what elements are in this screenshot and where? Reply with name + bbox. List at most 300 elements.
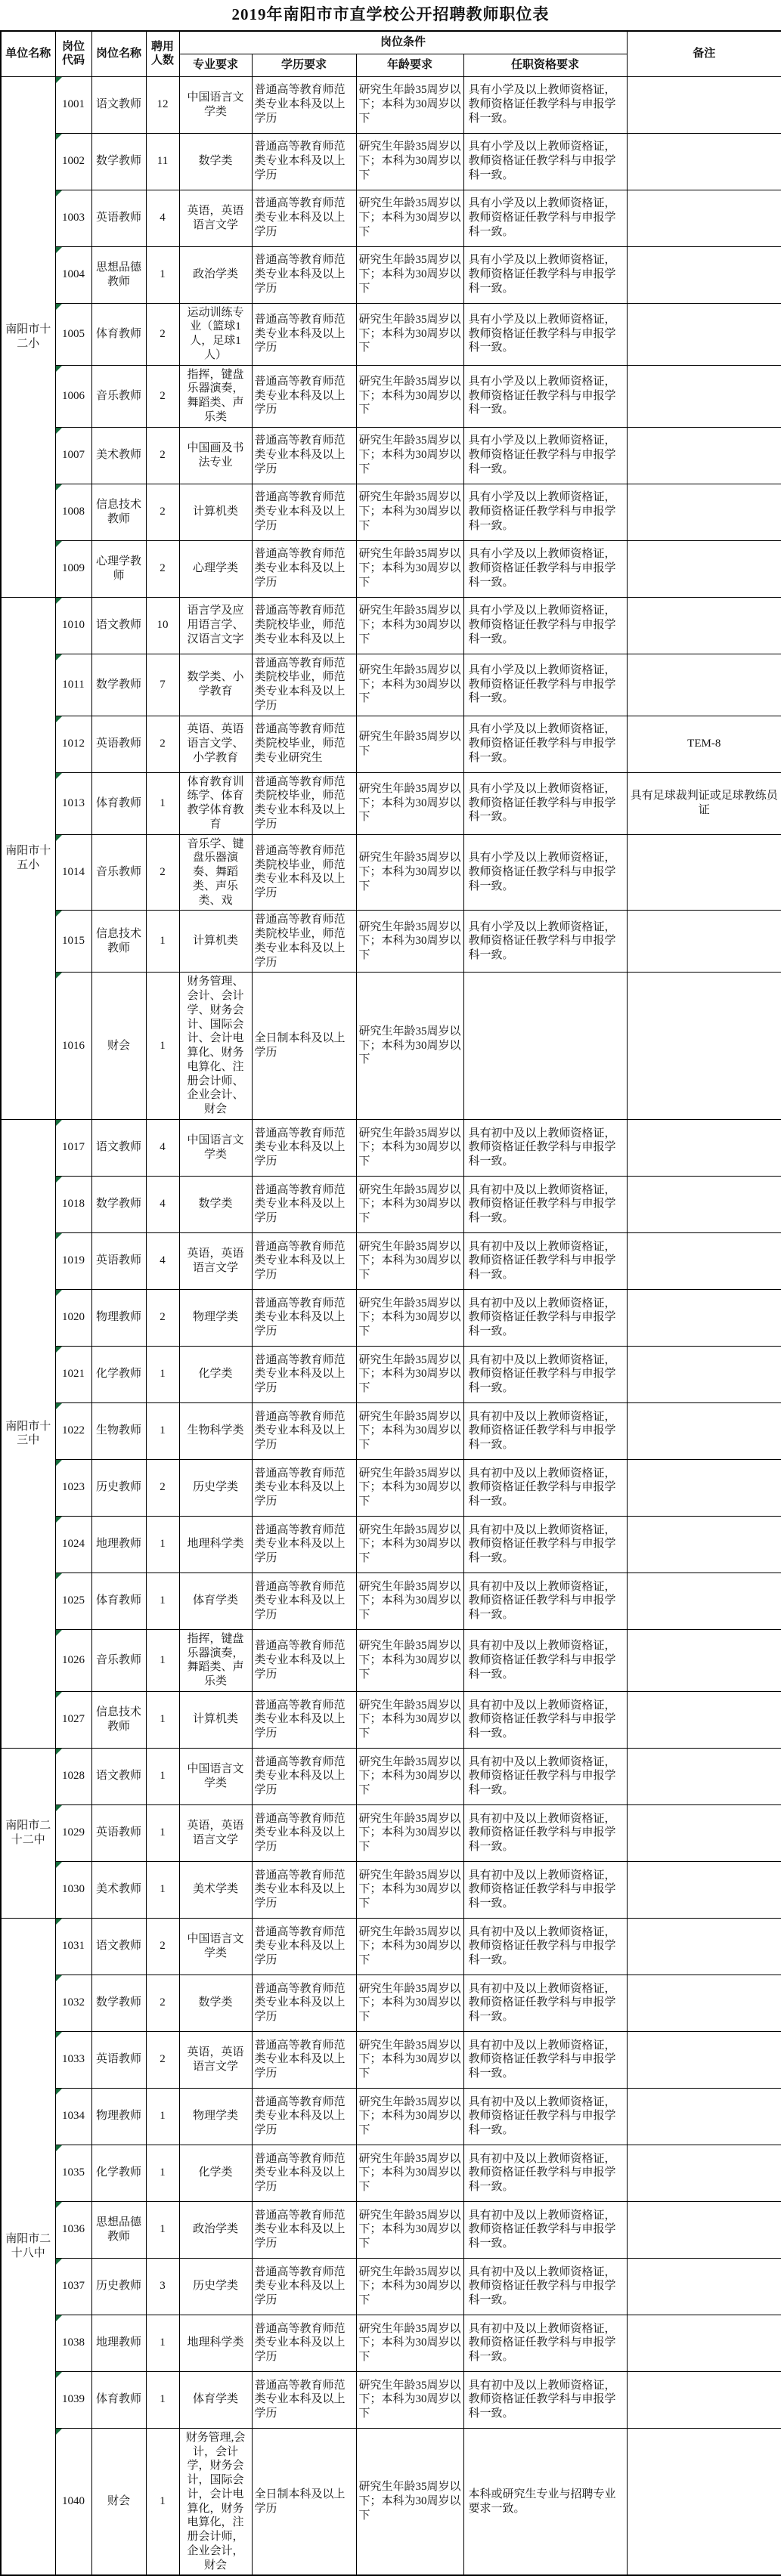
code-cell: 1015 <box>55 911 91 973</box>
qualification-cell: 具有小学及以上教师资格证，教师资格证任教学科与申报学科一致。 <box>463 654 627 716</box>
major-cell: 地理科学类 <box>179 1516 252 1573</box>
age-cell: 研究生年龄35周岁以下；本科为30周岁以下 <box>356 1748 463 1804</box>
remark-cell <box>627 2031 781 2088</box>
qualification-cell: 具有小学及以上教师资格证，教师资格证任教学科与申报学科一致。 <box>463 303 627 365</box>
age-cell: 研究生年龄35周岁以下；本科为30周岁以下 <box>356 1516 463 1573</box>
qualification-cell: 具有初中及以上教师资格证，教师资格证任教学科与申报学科一致。 <box>463 1691 627 1748</box>
table-row <box>1 973 781 1120</box>
major-cell: 生物科学类 <box>179 1402 252 1459</box>
table-row <box>1 2428 781 2575</box>
qualification-cell: 具有初中及以上教师资格证，教师资格证任教学科与申报学科一致。 <box>463 1119 627 1176</box>
position-cell: 生物教师 <box>91 1402 146 1459</box>
code-cell: 1017 <box>55 1119 91 1176</box>
position-cell: 英语教师 <box>91 1804 146 1861</box>
table-row <box>1 1629 781 1691</box>
page-title: 2019年南阳市市直学校公开招聘教师职位表 <box>231 5 550 23</box>
education-cell: 普通高等教育师范类专业本科及以上学历 <box>252 1861 356 1918</box>
major-cell: 化学类 <box>179 1346 252 1402</box>
table-row <box>1 2371 781 2428</box>
table-row <box>1 1459 781 1516</box>
count-cell: 2 <box>146 540 179 597</box>
age-cell: 研究生年龄35周岁以下；本科为30周岁以下 <box>356 1232 463 1289</box>
major-cell: 指挥，键盘乐器演奏，舞蹈类、声乐类 <box>179 365 252 427</box>
qualification-cell: 具有初中及以上教师资格证，教师资格证任教学科与申报学科一致。 <box>463 2031 627 2088</box>
position-cell: 历史教师 <box>91 1459 146 1516</box>
table-row <box>1 540 781 597</box>
remark-cell <box>627 2315 781 2371</box>
code-cell: 1028 <box>55 1748 91 1804</box>
education-cell: 普通高等教育师范类专业本科及以上学历 <box>252 1176 356 1232</box>
code-cell: 1001 <box>55 76 91 133</box>
major-cell: 中国语言文学类 <box>179 1918 252 1975</box>
remark-cell <box>627 2371 781 2428</box>
position-cell: 英语教师 <box>91 190 146 246</box>
age-cell: 研究生年龄35周岁以下；本科为30周岁以下 <box>356 2145 463 2201</box>
count-cell: 1 <box>146 2315 179 2371</box>
age-cell: 研究生年龄35周岁以下；本科为30周岁以下 <box>356 2315 463 2371</box>
major-cell: 财务管理,会计，会计学，财务会计，国际会计，会计电算化，财务电算化，注册会计师，企业会计，财会 <box>179 2428 252 2575</box>
code-cell: 1034 <box>55 2088 91 2145</box>
table-row <box>1 1289 781 1346</box>
major-cell: 中国画及书法专业 <box>179 427 252 484</box>
education-cell: 普通高等教育师范类专业本科及以上学历 <box>252 1346 356 1402</box>
education-cell: 普通高等教育师范类专业本科及以上学历 <box>252 1629 356 1691</box>
age-cell: 研究生年龄35周岁以下；本科为30周岁以下 <box>356 1804 463 1861</box>
major-cell: 计算机类 <box>179 911 252 973</box>
code-cell: 1018 <box>55 1176 91 1232</box>
code-cell: 1037 <box>55 2258 91 2315</box>
education-cell: 普通高等教育师范类专业本科及以上学历 <box>252 2315 356 2371</box>
age-cell: 研究生年龄35周岁以下；本科为30周岁以下 <box>356 76 463 133</box>
code-cell: 1013 <box>55 772 91 834</box>
major-cell: 计算机类 <box>179 484 252 540</box>
education-cell: 普通高等教育师范类专业本科及以上学历 <box>252 190 356 246</box>
count-cell: 1 <box>146 911 179 973</box>
qualification-cell: 具有初中及以上教师资格证，教师资格证任教学科与申报学科一致。 <box>463 1176 627 1232</box>
code-cell: 1009 <box>55 540 91 597</box>
major-cell: 数学类 <box>179 133 252 190</box>
qualification-cell: 具有小学及以上教师资格证，教师资格证任教学科与申报学科一致。 <box>463 716 627 772</box>
count-cell: 1 <box>146 246 179 303</box>
position-cell: 地理教师 <box>91 1516 146 1573</box>
remark-cell <box>627 427 781 484</box>
position-cell: 体育教师 <box>91 1573 146 1629</box>
count-cell: 2 <box>146 716 179 772</box>
remark-cell <box>627 973 781 1120</box>
position-cell: 音乐教师 <box>91 365 146 427</box>
position-cell: 语文教师 <box>91 76 146 133</box>
count-cell: 1 <box>146 2145 179 2201</box>
code-cell: 1003 <box>55 190 91 246</box>
code-cell: 1021 <box>55 1346 91 1402</box>
qualification-cell: 具有初中及以上教师资格证，教师资格证任教学科与申报学科一致。 <box>463 2145 627 2201</box>
qualification-cell: 具有初中及以上教师资格证，教师资格证任教学科与申报学科一致。 <box>463 2371 627 2428</box>
remark-cell <box>627 1346 781 1402</box>
remark-cell <box>627 1629 781 1691</box>
unit-cell: 南阳市十五小 <box>1 597 55 1119</box>
code-cell: 1016 <box>55 973 91 1120</box>
age-cell: 研究生年龄35周岁以下；本科为30周岁以下 <box>356 1119 463 1176</box>
header-conditions: 岗位条件 <box>179 31 627 54</box>
count-cell: 1 <box>146 1804 179 1861</box>
count-cell: 2 <box>146 2031 179 2088</box>
code-cell: 1031 <box>55 1918 91 1975</box>
age-cell: 研究生年龄35周岁以下；本科为30周岁以下 <box>356 597 463 654</box>
count-cell: 4 <box>146 1232 179 1289</box>
major-cell: 英语，英语语言文学 <box>179 1232 252 1289</box>
code-cell: 1040 <box>55 2428 91 2575</box>
age-cell: 研究生年龄35周岁以下；本科为30周岁以下 <box>356 1573 463 1629</box>
age-cell: 研究生年龄35周岁以下；本科为30周岁以下 <box>356 133 463 190</box>
remark-cell <box>627 1459 781 1516</box>
remark-cell <box>627 246 781 303</box>
table-row <box>1 834 781 911</box>
major-cell: 英语、英语语言文学、小学教育 <box>179 716 252 772</box>
remark-cell <box>627 1232 781 1289</box>
count-cell: 1 <box>146 2428 179 2575</box>
code-cell: 1010 <box>55 597 91 654</box>
count-cell: 10 <box>146 597 179 654</box>
age-cell: 研究生年龄35周岁以下；本科为30周岁以下 <box>356 1918 463 1975</box>
table-row <box>1 2258 781 2315</box>
count-cell: 1 <box>146 2088 179 2145</box>
education-cell: 普通高等教育师范类专业本科及以上学历 <box>252 1516 356 1573</box>
remark-cell <box>627 1119 781 1176</box>
remark-cell <box>627 133 781 190</box>
position-cell: 美术教师 <box>91 1861 146 1918</box>
code-cell: 1014 <box>55 834 91 911</box>
education-cell: 普通高等教育师范类院校毕业，师范类专业研究生 <box>252 716 356 772</box>
table-body <box>1 76 781 2575</box>
position-cell: 体育教师 <box>91 303 146 365</box>
table-row <box>1 484 781 540</box>
code-cell: 1033 <box>55 2031 91 2088</box>
age-cell: 研究生年龄35周岁以下 <box>356 716 463 772</box>
major-cell: 数学类 <box>179 1176 252 1232</box>
position-cell: 美术教师 <box>91 427 146 484</box>
position-cell: 语文教师 <box>91 1918 146 1975</box>
remark-cell <box>627 2201 781 2258</box>
position-cell: 语文教师 <box>91 1119 146 1176</box>
education-cell: 普通高等教育师范类专业本科及以上学历 <box>252 76 356 133</box>
major-cell: 音乐学、键盘乐器演奏、舞蹈类、声乐类、戏 <box>179 834 252 911</box>
position-cell: 体育教师 <box>91 772 146 834</box>
education-cell: 普通高等教育师范类专业本科及以上学历 <box>252 427 356 484</box>
remark-cell <box>627 1402 781 1459</box>
table-row <box>1 1119 781 1176</box>
position-cell: 数学教师 <box>91 654 146 716</box>
remark-cell <box>627 365 781 427</box>
qualification-cell: 具有初中及以上教师资格证，教师资格证任教学科与申报学科一致。 <box>463 1402 627 1459</box>
major-cell: 物理学类 <box>179 2088 252 2145</box>
qualification-cell: 具有小学及以上教师资格证，教师资格证任教学科与申报学科一致。 <box>463 911 627 973</box>
table-row <box>1 133 781 190</box>
age-cell: 研究生年龄35周岁以下；本科为30周岁以下 <box>356 654 463 716</box>
remark-cell <box>627 2258 781 2315</box>
position-cell: 信息技术教师 <box>91 911 146 973</box>
position-cell: 信息技术教师 <box>91 484 146 540</box>
table-row <box>1 246 781 303</box>
position-cell: 思想品德教师 <box>91 246 146 303</box>
table-row <box>1 654 781 716</box>
qualification-cell: 具有小学及以上教师资格证，教师资格证任教学科与申报学科一致。 <box>463 76 627 133</box>
education-cell: 普通高等教育师范类专业本科及以上学历 <box>252 1232 356 1289</box>
remark-cell <box>627 1804 781 1861</box>
unit-cell: 南阳市十二小 <box>1 76 55 597</box>
table-row <box>1 2088 781 2145</box>
count-cell: 1 <box>146 2201 179 2258</box>
age-cell: 研究生年龄35周岁以下；本科为30周岁以下 <box>356 484 463 540</box>
table-row <box>1 2145 781 2201</box>
qualification-cell: 具有初中及以上教师资格证，教师资格证任教学科与申报学科一致。 <box>463 2088 627 2145</box>
education-cell: 普通高等教育师范类专业本科及以上学历 <box>252 1918 356 1975</box>
remark-cell <box>627 1289 781 1346</box>
position-cell: 英语教师 <box>91 1232 146 1289</box>
age-cell: 研究生年龄35周岁以下；本科为30周岁以下 <box>356 303 463 365</box>
table-row <box>1 365 781 427</box>
position-cell: 思想品德教师 <box>91 2201 146 2258</box>
education-cell: 普通高等教育师范类专业本科及以上学历 <box>252 540 356 597</box>
count-cell: 2 <box>146 303 179 365</box>
position-cell: 数学教师 <box>91 1176 146 1232</box>
code-cell: 1035 <box>55 2145 91 2201</box>
table-row <box>1 1573 781 1629</box>
qualification-cell: 具有初中及以上教师资格证，教师资格证任教学科与申报学科一致。 <box>463 2315 627 2371</box>
major-cell: 体育学类 <box>179 1573 252 1629</box>
code-cell: 1036 <box>55 2201 91 2258</box>
age-cell: 研究生年龄35周岁以下；本科为30周岁以下 <box>356 1691 463 1748</box>
education-cell: 普通高等教育师范类专业本科及以上学历 <box>252 365 356 427</box>
table-row <box>1 1516 781 1573</box>
count-cell: 3 <box>146 2258 179 2315</box>
qualification-cell: 具有小学及以上教师资格证，教师资格证任教学科与申报学科一致。 <box>463 484 627 540</box>
table-row <box>1 1402 781 1459</box>
age-cell: 研究生年龄35周岁以下；本科为30周岁以下 <box>356 911 463 973</box>
remark-cell <box>627 1691 781 1748</box>
qualification-cell: 具有初中及以上教师资格证，教师资格证任教学科与申报学科一致。 <box>463 1748 627 1804</box>
header-remark: 备注 <box>627 31 781 76</box>
code-cell: 1032 <box>55 1975 91 2031</box>
unit-cell: 南阳市二十八中 <box>1 1918 55 2575</box>
age-cell: 研究生年龄35周岁以下；本科为30周岁以下 <box>356 2371 463 2428</box>
education-cell: 普通高等教育师范类专业本科及以上学历 <box>252 2258 356 2315</box>
qualification-cell: 具有小学及以上教师资格证，教师资格证任教学科与申报学科一致。 <box>463 540 627 597</box>
position-cell: 英语教师 <box>91 716 146 772</box>
count-cell: 1 <box>146 1861 179 1918</box>
age-cell: 研究生年龄35周岁以下；本科为30周岁以下 <box>356 1629 463 1691</box>
count-cell: 1 <box>146 2371 179 2428</box>
count-cell: 11 <box>146 133 179 190</box>
code-cell: 1039 <box>55 2371 91 2428</box>
position-cell: 信息技术教师 <box>91 1691 146 1748</box>
code-cell: 1024 <box>55 1516 91 1573</box>
age-cell: 研究生年龄35周岁以下；本科为30周岁以下 <box>356 2088 463 2145</box>
qualification-cell: 具有初中及以上教师资格证，教师资格证任教学科与申报学科一致。 <box>463 1289 627 1346</box>
position-cell: 语文教师 <box>91 597 146 654</box>
code-cell: 1020 <box>55 1289 91 1346</box>
code-cell: 1022 <box>55 1402 91 1459</box>
remark-cell <box>627 654 781 716</box>
table-row <box>1 1918 781 1975</box>
table-row <box>1 1232 781 1289</box>
table-row <box>1 1691 781 1748</box>
major-cell: 心理学类 <box>179 540 252 597</box>
qualification-cell: 具有小学及以上教师资格证，教师资格证任教学科与申报学科一致。 <box>463 834 627 911</box>
code-cell: 1026 <box>55 1629 91 1691</box>
remark-cell <box>627 2428 781 2575</box>
education-cell: 普通高等教育师范类专业本科及以上学历 <box>252 2371 356 2428</box>
table-row <box>1 716 781 772</box>
major-cell: 财务管理、会计、会计学、财务会计、国际会计、会计电算化、财务电算化、注册会计师、企业会计、财会 <box>179 973 252 1120</box>
remark-cell <box>627 1748 781 1804</box>
qualification-cell: 具有初中及以上教师资格证，教师资格证任教学科与申报学科一致。 <box>463 1861 627 1918</box>
remark-cell <box>627 1861 781 1918</box>
remark-cell <box>627 1516 781 1573</box>
code-cell: 1027 <box>55 1691 91 1748</box>
major-cell: 英语，英语语言文学 <box>179 190 252 246</box>
table-row <box>1 2201 781 2258</box>
table-row <box>1 911 781 973</box>
remark-cell <box>627 76 781 133</box>
age-cell: 研究生年龄35周岁以下；本科为30周岁以下 <box>356 2031 463 2088</box>
table-row <box>1 303 781 365</box>
remark-cell <box>627 2088 781 2145</box>
table-row <box>1 190 781 246</box>
position-cell: 音乐教师 <box>91 834 146 911</box>
count-cell: 1 <box>146 973 179 1120</box>
position-cell: 数学教师 <box>91 1975 146 2031</box>
header-qualification: 任职资格要求 <box>463 54 627 76</box>
count-cell: 1 <box>146 1629 179 1691</box>
education-cell: 普通高等教育师范类专业本科及以上学历 <box>252 303 356 365</box>
position-cell: 历史教师 <box>91 2258 146 2315</box>
major-cell: 地理科学类 <box>179 2315 252 2371</box>
age-cell: 研究生年龄35周岁以下；本科为30周岁以下 <box>356 834 463 911</box>
education-cell: 普通高等教育师范类专业本科及以上学历 <box>252 1691 356 1748</box>
education-cell: 普通高等教育师范类专业本科及以上学历 <box>252 1119 356 1176</box>
header-major: 专业要求 <box>179 54 252 76</box>
count-cell: 4 <box>146 190 179 246</box>
major-cell: 体育教育训练学、体育教学体育教育 <box>179 772 252 834</box>
code-cell: 1008 <box>55 484 91 540</box>
count-cell: 2 <box>146 834 179 911</box>
age-cell: 研究生年龄35周岁以下；本科为30周岁以下 <box>356 2258 463 2315</box>
count-cell: 1 <box>146 1346 179 1402</box>
education-cell: 普通高等教育师范类专业本科及以上学历 <box>252 246 356 303</box>
code-cell: 1023 <box>55 1459 91 1516</box>
count-cell: 2 <box>146 365 179 427</box>
education-cell: 普通高等教育师范类专业本科及以上学历 <box>252 133 356 190</box>
count-cell: 4 <box>146 1176 179 1232</box>
remark-cell <box>627 911 781 973</box>
qualification-cell: 具有初中及以上教师资格证，教师资格证任教学科与申报学科一致。 <box>463 1918 627 1975</box>
major-cell: 中国语言文学类 <box>179 1119 252 1176</box>
education-cell: 普通高等教育师范类院校毕业，师范类专业本科及以上学历 <box>252 772 356 834</box>
position-cell: 数学教师 <box>91 133 146 190</box>
header-code: 岗位代码 <box>55 31 91 76</box>
job-position-table <box>0 30 781 2576</box>
header-row-1 <box>1 31 781 54</box>
major-cell: 体育学类 <box>179 2371 252 2428</box>
remark-cell <box>627 1573 781 1629</box>
major-cell: 数学类 <box>179 1975 252 2031</box>
age-cell: 研究生年龄35周岁以下；本科为30周岁以下 <box>356 246 463 303</box>
major-cell: 数学类、小学教育 <box>179 654 252 716</box>
remark-cell <box>627 540 781 597</box>
table-row <box>1 76 781 133</box>
code-cell: 1030 <box>55 1861 91 1918</box>
code-cell: 1019 <box>55 1232 91 1289</box>
qualification-cell: 具有小学及以上教师资格证，教师资格证任教学科与申报学科一致。 <box>463 772 627 834</box>
education-cell: 普通高等教育师范类院校毕业，师范类专业本科及以上学历 <box>252 911 356 973</box>
remark-cell: TEM-8 <box>627 716 781 772</box>
remark-cell <box>627 2145 781 2201</box>
count-cell: 4 <box>146 1119 179 1176</box>
position-cell: 英语教师 <box>91 2031 146 2088</box>
education-cell: 普通高等教育师范类专业本科及以上学历 <box>252 1573 356 1629</box>
education-cell: 普通高等教育师范类专业本科及以上学历 <box>252 2145 356 2201</box>
qualification-cell: 具有小学及以上教师资格证，教师资格证任教学科与申报学科一致。 <box>463 597 627 654</box>
count-cell: 2 <box>146 427 179 484</box>
qualification-cell: 具有小学及以上教师资格证，教师资格证任教学科与申报学科一致。 <box>463 427 627 484</box>
qualification-cell: 具有初中及以上教师资格证，教师资格证任教学科与申报学科一致。 <box>463 1459 627 1516</box>
age-cell: 研究生年龄35周岁以下；本科为30周岁以下 <box>356 427 463 484</box>
count-cell: 2 <box>146 1459 179 1516</box>
header-position: 岗位名称 <box>91 31 146 76</box>
major-cell: 中国语言文学类 <box>179 1748 252 1804</box>
remark-cell <box>627 484 781 540</box>
qualification-cell <box>463 973 627 1120</box>
position-cell: 化学教师 <box>91 1346 146 1402</box>
code-cell: 1025 <box>55 1573 91 1629</box>
education-cell: 普通高等教育师范类专业本科及以上学历 <box>252 1804 356 1861</box>
education-cell: 普通高等教育师范类专业本科及以上学历 <box>252 1459 356 1516</box>
major-cell: 政治学类 <box>179 246 252 303</box>
remark-cell <box>627 1918 781 1975</box>
unit-cell: 南阳市十三中 <box>1 1119 55 1748</box>
table-row <box>1 1748 781 1804</box>
count-cell: 1 <box>146 772 179 834</box>
education-cell: 普通高等教育师范类专业本科及以上学历 <box>252 1748 356 1804</box>
position-cell: 物理教师 <box>91 1289 146 1346</box>
position-cell: 语文教师 <box>91 1748 146 1804</box>
count-cell: 1 <box>146 1573 179 1629</box>
count-cell: 2 <box>146 484 179 540</box>
age-cell: 研究生年龄35周岁以下；本科为30周岁以下 <box>356 365 463 427</box>
qualification-cell: 具有初中及以上教师资格证，教师资格证任教学科与申报学科一致。 <box>463 1804 627 1861</box>
code-cell: 1011 <box>55 654 91 716</box>
education-cell: 全日制本科及以上学历 <box>252 2428 356 2575</box>
major-cell: 英语，英语语言文学 <box>179 2031 252 2088</box>
age-cell: 研究生年龄35周岁以下；本科为30周岁以下 <box>356 1459 463 1516</box>
code-cell: 1012 <box>55 716 91 772</box>
education-cell: 普通高等教育师范类专业本科及以上学历 <box>252 2201 356 2258</box>
count-cell: 12 <box>146 76 179 133</box>
remark-cell: 具有足球裁判证或足球教练员证 <box>627 772 781 834</box>
table-row <box>1 1975 781 2031</box>
table-row <box>1 1176 781 1232</box>
major-cell: 计算机类 <box>179 1691 252 1748</box>
education-cell: 普通高等教育师范类专业本科及以上学历 <box>252 1402 356 1459</box>
header-unit: 单位名称 <box>1 31 55 76</box>
education-cell: 普通高等教育师范类专业本科及以上学历 <box>252 1975 356 2031</box>
count-cell: 1 <box>146 1748 179 1804</box>
qualification-cell: 具有初中及以上教师资格证，教师资格证任教学科与申报学科一致。 <box>463 1232 627 1289</box>
code-cell: 1006 <box>55 365 91 427</box>
position-cell: 地理教师 <box>91 2315 146 2371</box>
remark-cell <box>627 597 781 654</box>
remark-cell <box>627 834 781 911</box>
